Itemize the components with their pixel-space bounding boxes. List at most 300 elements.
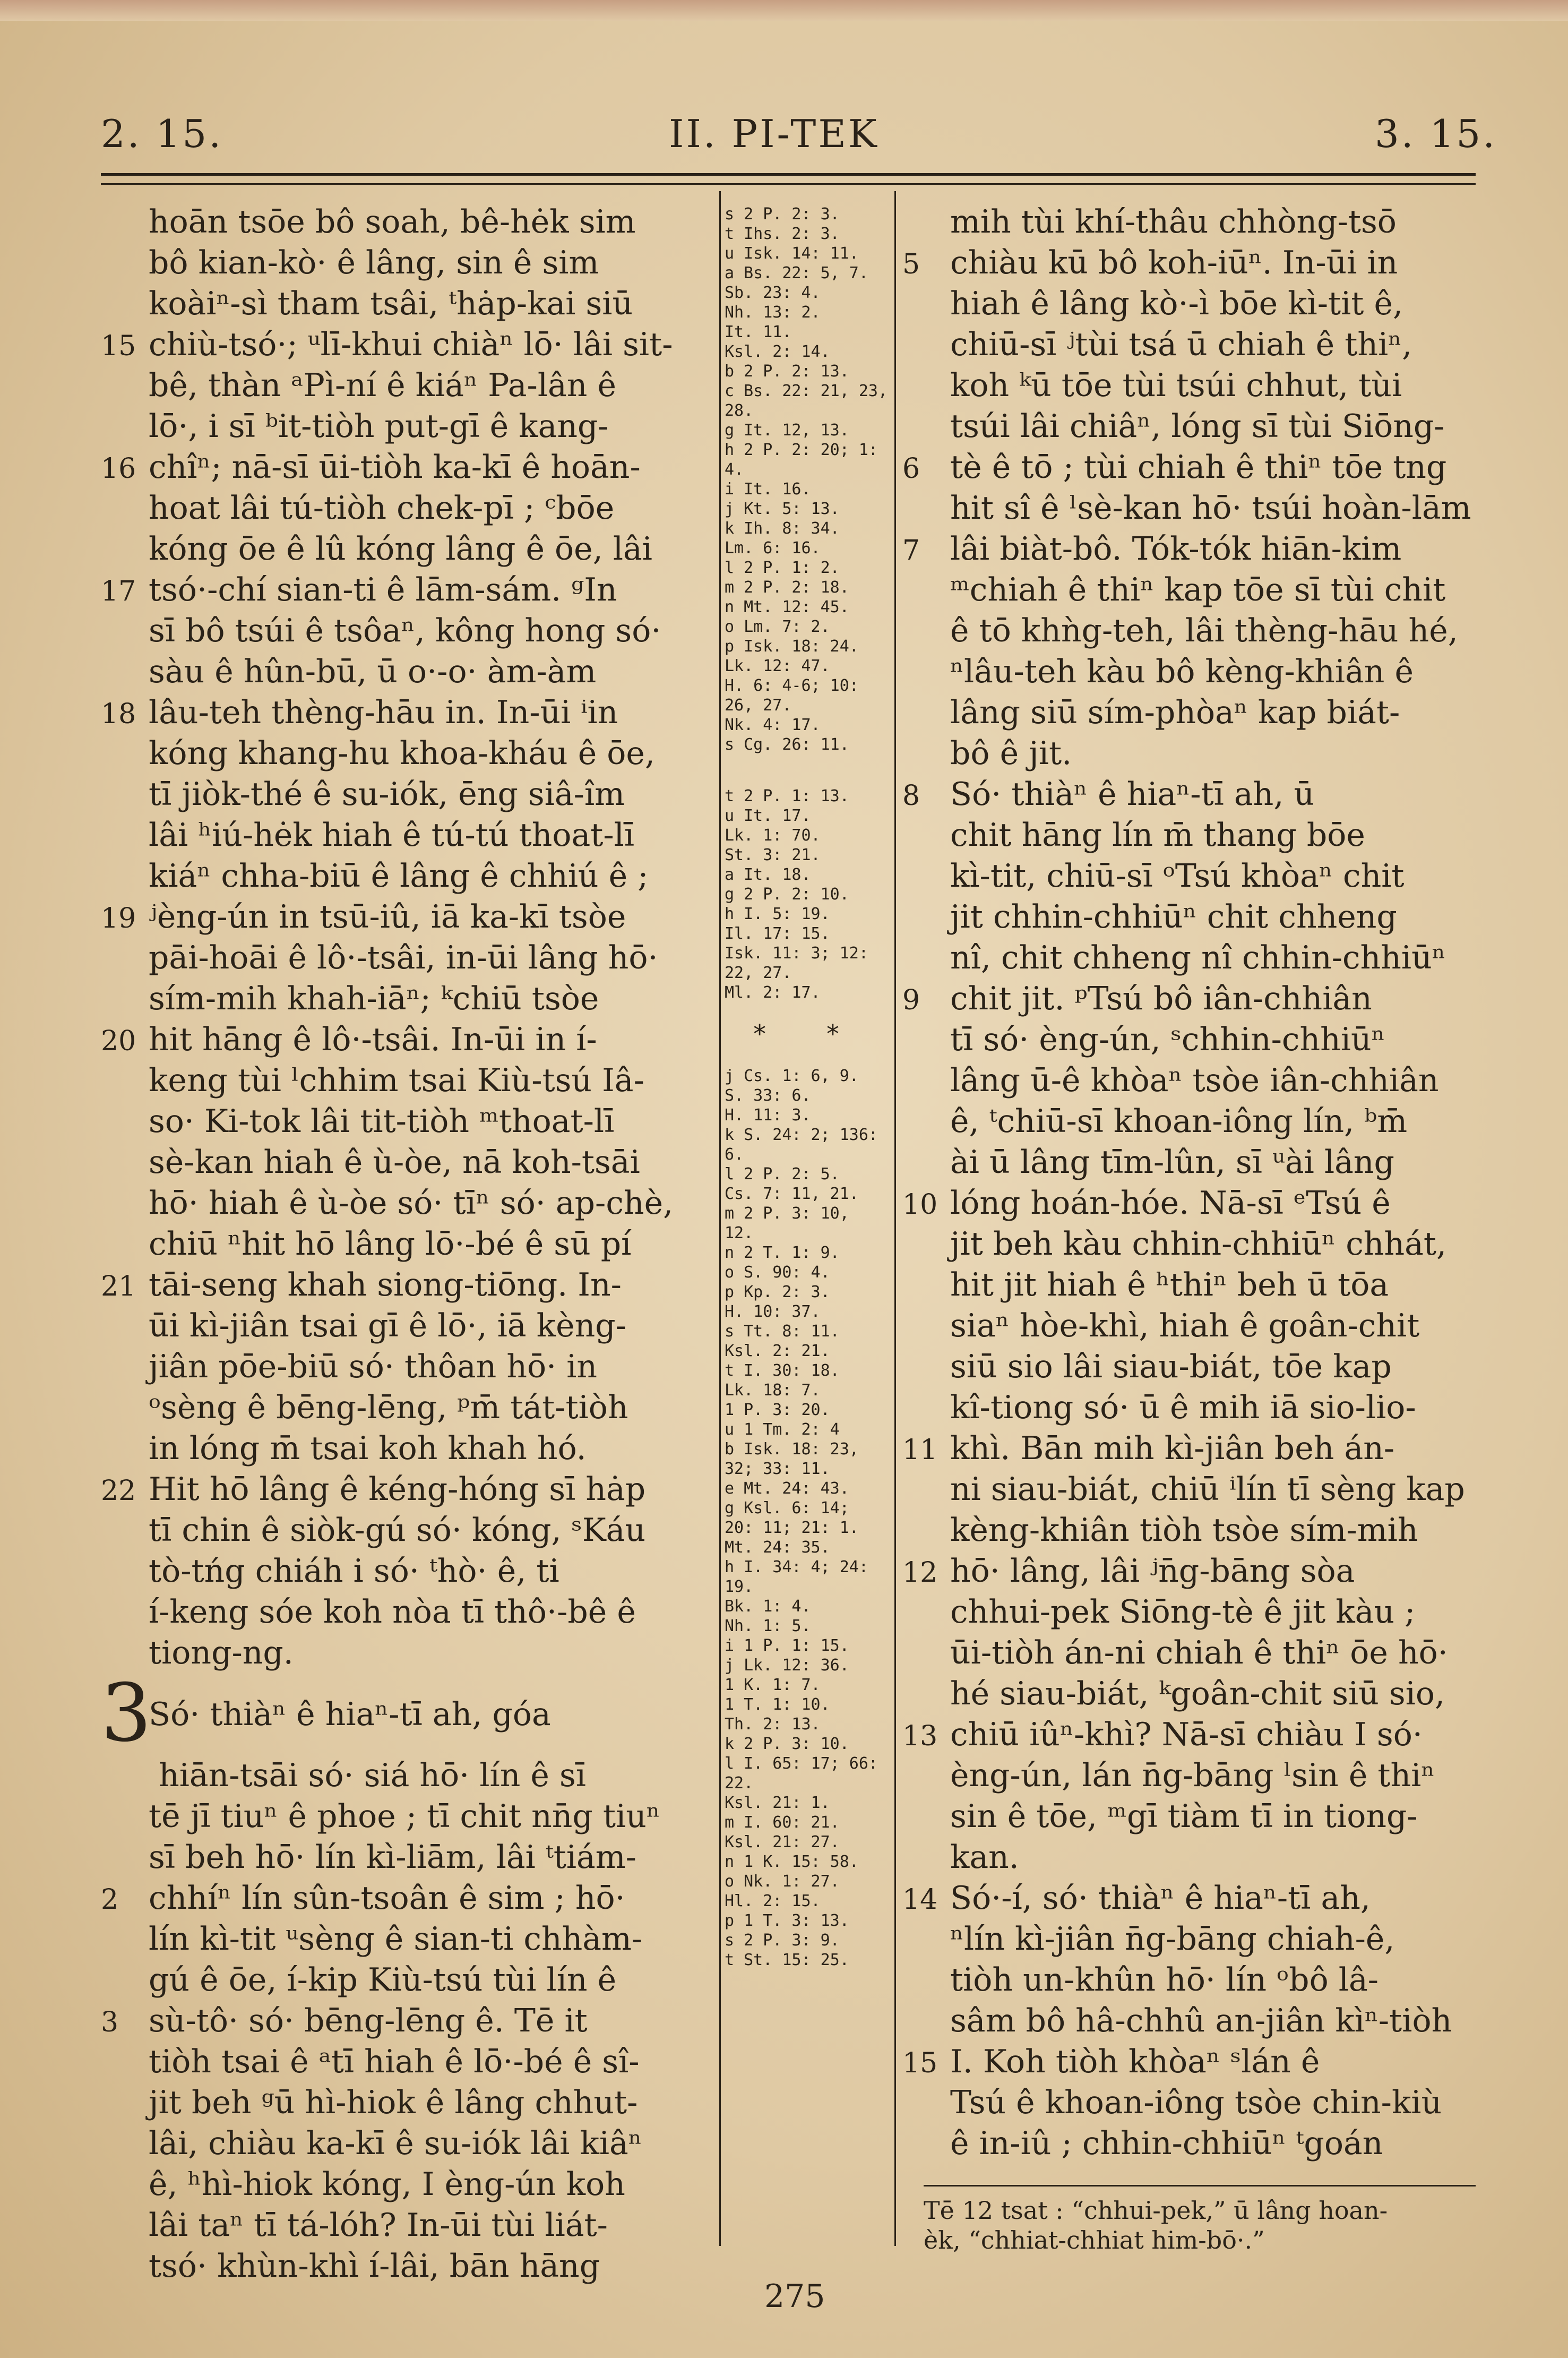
cross-reference: o S. 90: 4. [725, 1263, 830, 1282]
text-line [101, 1755, 711, 1796]
text-line [902, 1551, 1492, 1592]
cross-reference: Lm. 6: 16. [725, 539, 821, 558]
line-text: ài ū lâng tīm-lûn, sī ᵘài lâng [950, 1144, 1394, 1181]
line-text: hō· lâng, lâi ʲn̄g-bāng sòa [950, 1553, 1355, 1590]
line-text: chiū-sī ʲtùi tsá ū chiah ê thiⁿ, [950, 326, 1412, 363]
line-text: nî, chit chheng nî chhin-chhiūⁿ [950, 939, 1446, 976]
cross-reference: o Nk. 1: 27. [725, 1872, 840, 1891]
text-line [101, 324, 711, 365]
text-line [101, 1551, 711, 1592]
text-line [902, 1674, 1492, 1714]
reference-gap [725, 754, 889, 786]
text-line [902, 1510, 1492, 1551]
line-text: ê, ᵗchiū-sī khoan-iông lín, ᵇm̄ [950, 1103, 1408, 1140]
line-text: kan. [950, 1839, 1019, 1876]
text-line [101, 365, 711, 406]
text-line [101, 815, 711, 856]
cross-reference: Nh. 13: 2. [725, 303, 821, 322]
chapter-number: 3 [101, 1674, 152, 1755]
running-header [0, 106, 1568, 165]
cross-reference: n 1 K. 15: 58. [725, 1853, 859, 1871]
cross-reference: s Cg. 26: 11. [725, 735, 849, 754]
cross-reference: k 2 P. 3: 10. [725, 1735, 849, 1753]
text-line [902, 406, 1492, 447]
cross-reference: 22, 27. [725, 964, 792, 982]
cross-reference: j Lk. 12: 36. [725, 1656, 849, 1675]
line-text: chiàu kū bô koh-iūⁿ. In-ūi in [950, 244, 1398, 281]
text-line [101, 447, 711, 488]
line-text: hé siau-biát, ᵏgoân-chit siū sio, [950, 1675, 1445, 1712]
cross-reference: s 2 P. 3: 9. [725, 1931, 840, 1950]
line-text: hit sî ê ˡsè-kan hō· tsúi hoàn-lām [950, 490, 1471, 527]
text-line [902, 529, 1492, 570]
line-text: tī só· èng-ún, ˢchhin-chhiūⁿ [950, 1021, 1385, 1058]
cross-reference: h I. 34: 4; 24: [725, 1558, 868, 1576]
line-text: hit hāng ê lô·-tsâi. In-ūi in í- [149, 1021, 597, 1058]
line-text: Só· thiàⁿ ê hiaⁿ-tī ah, góa [149, 1696, 551, 1733]
line-text: ūi kì-jiân tsai gī ê lō·, iā kèng- [149, 1307, 626, 1344]
text-line [101, 488, 711, 529]
line-text: siaⁿ hòe-khì, hiah ê goân-chit [950, 1307, 1420, 1344]
cross-reference: k S. 24: 2; 136: [725, 1126, 878, 1144]
line-text: siū sio lâi siau-biát, tōe kap [950, 1348, 1392, 1385]
footnote-line: Tē 12 tsat : “chhui-pek,” ū lâng hoan- [924, 2196, 1388, 2225]
cross-reference: H. 11: 3. [725, 1106, 811, 1125]
text-line [902, 1183, 1492, 1224]
text-line [902, 856, 1492, 897]
line-text: pāi-hoāi ê lô·-tsâi, in-ūi lâng hō· [149, 939, 658, 976]
cross-reference: p Isk. 18: 24. [725, 637, 859, 656]
cross-reference: t 2 P. 1: 13. [725, 787, 849, 805]
cross-reference: j Kt. 5: 13. [725, 500, 840, 518]
line-text: èng-ún, lán n̄g-bāng ˡsin ê thiⁿ [950, 1757, 1435, 1794]
verse-number: 5 [902, 248, 920, 280]
line-text: koh ᵏū tōe tùi tsúi chhut, tùi [950, 367, 1402, 404]
text-line [902, 1714, 1492, 1755]
line-text: ê tō khǹg-teh, lâi thèng-hāu hé, [950, 612, 1458, 649]
text-line [902, 1755, 1492, 1796]
verse-number: 20 [101, 1025, 136, 1057]
header-rule-thin [101, 183, 1476, 185]
text-line [902, 774, 1492, 815]
line-text: hit jit hiah ê ʰthiⁿ beh ū tōa [950, 1266, 1389, 1304]
cross-reference: It. 11. [725, 323, 792, 341]
line-text: tiòh un-khûn hō· lín ᵒbô lâ- [950, 1961, 1379, 1999]
line-text: khì. Bān mih kì-jiân beh án- [950, 1430, 1395, 1467]
line-text: ūi-tiòh án-ni chiah ê thiⁿ ōe hō· [950, 1634, 1448, 1671]
text-line [902, 284, 1492, 324]
cross-reference: Cs. 7: 11, 21. [725, 1185, 859, 1203]
verse-number: 18 [101, 698, 136, 730]
line-text: ni siau-biát, chiū ⁱlín tī sèng kap [950, 1471, 1465, 1508]
line-text: sè-kan hiah ê ù-òe, nā koh-tsāi [149, 1144, 640, 1181]
cross-reference: n 2 T. 1: 9. [725, 1244, 840, 1262]
line-text: jiân pōe-biū só· thôan hō· in [149, 1348, 598, 1385]
text-line [101, 570, 711, 611]
line-text: lâu-teh thèng-hāu in. In-ūi ⁱin [149, 694, 618, 731]
cross-reference: g It. 12, 13. [725, 421, 849, 440]
cross-reference: t St. 15: 25. [725, 1951, 849, 1969]
header-left: 2. 15. [101, 112, 223, 156]
cross-reference: 28. [725, 401, 754, 420]
text-line [101, 1060, 711, 1101]
text-line [902, 447, 1492, 488]
text-line [101, 1101, 711, 1142]
text-line [101, 2082, 711, 2123]
line-text: chiù-tsó·; ᵘlī-khui chiàⁿ lō· lâi sit- [149, 326, 673, 363]
line-text: sī bô tsúi ê tsôaⁿ, kông hong só· [149, 612, 661, 649]
text-line [101, 1183, 711, 1224]
cross-reference: Ksl. 21: 27. [725, 1833, 840, 1851]
text-line [902, 1265, 1492, 1306]
cross-reference: s 2 P. 2: 3. [725, 205, 840, 224]
cross-reference: 1 P. 3: 20. [725, 1401, 830, 1419]
line-text: sàu ê hûn-bū, ū o·-o· àm-àm [149, 653, 597, 690]
text-line [902, 733, 1492, 774]
line-text: kèng-khiân tiòh tsòe sím-mih [950, 1512, 1418, 1549]
cross-reference: j Cs. 1: 6, 9. [725, 1067, 859, 1085]
line-text: sù-tô· só· bēng-lēng ê. Tē it [149, 2002, 588, 2039]
line-text: chit jit. ᵖTsú bô iân-chhiân [950, 980, 1372, 1017]
text-line [101, 1796, 711, 1837]
line-text: keng tùi ˡchhim tsai Kiù-tsú Iâ- [149, 1062, 644, 1099]
line-text: tī jiòk-thé ê su-iók, ēng siâ-îm [149, 776, 625, 813]
cross-reference: Nk. 4: 17. [725, 716, 821, 734]
text-line [902, 488, 1492, 529]
text-line [902, 1633, 1492, 1674]
line-text: lâi, chiàu ka-kī ê su-iók lâi kiâⁿ [149, 2125, 642, 2162]
text-line [902, 979, 1492, 1019]
cross-reference: Ml. 2: 17. [725, 983, 821, 1002]
cross-reference: Ksl. 2: 21. [725, 1342, 830, 1360]
cross-reference: k Ih. 8: 34. [725, 519, 840, 538]
text-line [101, 692, 711, 733]
text-line [902, 1306, 1492, 1347]
line-text: lâng siū sím-phòaⁿ kap biát- [950, 694, 1400, 731]
text-line [101, 1837, 711, 1878]
line-text: kî-tiong só· ū ê mih iā sio-lio- [950, 1389, 1416, 1426]
text-line [101, 2123, 711, 2164]
cross-reference: 32; 33: 11. [725, 1460, 830, 1478]
text-line [902, 2001, 1492, 2042]
cross-reference: p 1 T. 3: 13. [725, 1911, 849, 1930]
line-text: so· Ki-tok lâi tit-tiòh ᵐthoat-lī [149, 1103, 615, 1140]
cross-reference: Hl. 2: 15. [725, 1892, 821, 1910]
line-text: kóng ōe ê lû kóng lâng ê ōe, lâi [149, 530, 652, 568]
line-text: lóng hoán-hóe. Nā-sī ᵉTsú ê [950, 1185, 1391, 1222]
cross-reference: m 2 P. 2: 18. [725, 578, 849, 597]
header-title: II. PI-TEK [669, 112, 879, 156]
text-line [902, 1347, 1492, 1387]
text-line [902, 1796, 1492, 1837]
line-text: gú ê ōe, í-kip Kiù-tsú tùi lín ê [149, 1961, 617, 1999]
cross-reference: Nh. 1: 5. [725, 1617, 811, 1635]
text-line [902, 2042, 1492, 2082]
cross-reference: s Tt. 8: 11. [725, 1322, 840, 1341]
line-text: Só· thiàⁿ ê hiaⁿ-tī ah, ū [950, 776, 1315, 813]
text-line [902, 1060, 1492, 1101]
text-line [902, 1019, 1492, 1060]
text-line [101, 611, 711, 651]
line-text: kì-tit, chiū-sī ᵒTsú khòaⁿ chit [950, 858, 1405, 895]
text-line [101, 1019, 711, 1060]
verse-number: 8 [902, 780, 920, 812]
cross-reference: b Isk. 18: 23, [725, 1440, 859, 1459]
text-line [902, 1224, 1492, 1265]
cross-reference: i 1 P. 1: 15. [725, 1636, 849, 1655]
text-line [902, 815, 1492, 856]
verse-number: 7 [902, 535, 920, 567]
cross-reference: c Bs. 22: 21, 23, [725, 382, 888, 400]
footnote-line: èk, “chhiat-chhiat him-bō·.” [924, 2226, 1265, 2254]
text-line [902, 651, 1492, 692]
cross-reference: 4. [725, 460, 744, 479]
cross-reference: 20: 11; 21: 1. [725, 1519, 859, 1537]
text-line [902, 324, 1492, 365]
cross-reference: l 2 P. 2: 5. [725, 1165, 840, 1184]
text-line [101, 1592, 711, 1633]
cross-reference: 26, 27. [725, 696, 792, 715]
cross-reference: S. 33: 6. [725, 1086, 811, 1105]
cross-reference: t Ihs. 2: 3. [725, 225, 840, 243]
cross-reference: p Kp. 2: 3. [725, 1283, 830, 1301]
text-line [902, 365, 1492, 406]
text-line [902, 202, 1492, 243]
text-line [902, 1142, 1492, 1183]
cross-reference: 6. [725, 1145, 744, 1164]
line-text: I. Koh tiòh khòaⁿ ˢlán ê [950, 2043, 1320, 2080]
column-divider-left [719, 191, 721, 2246]
verse-number: 12 [902, 1557, 938, 1589]
line-text: kóng khang-hu khoa-kháu ê ōe, [149, 735, 655, 772]
text-line [902, 243, 1492, 284]
cross-reference: St. 3: 21. [725, 846, 821, 864]
cross-reference: n Mt. 12: 45. [725, 598, 849, 616]
text-line [101, 2164, 711, 2205]
line-text: Hit hō lâng ê kéng-hóng sī hȧp [149, 1471, 646, 1508]
line-text: sin ê tōe, ᵐgī tiàm tī in tiong- [950, 1798, 1418, 1835]
text-line [902, 938, 1492, 979]
line-text: sâm bô hâ-chhû an-jiân kìⁿ-tiòh [950, 2002, 1452, 2039]
verse-number: 6 [902, 453, 920, 485]
line-text: lâi biàt-bô. Tók-tók hiān-kim [950, 530, 1402, 568]
line-text: bô ê jit. [950, 735, 1072, 772]
cross-reference: Lk. 18: 7. [725, 1381, 821, 1400]
cross-reference: 1 K. 1: 7. [725, 1676, 821, 1694]
cross-reference: t I. 30: 18. [725, 1361, 840, 1380]
line-text: lō·, i sī ᵇit-tiòh put-gī ê kang- [149, 408, 609, 445]
text-line [902, 570, 1492, 611]
text-line [101, 1919, 711, 1960]
left-text-column [101, 202, 711, 2287]
text-line [101, 1142, 711, 1183]
cross-reference: 22. [725, 1774, 754, 1793]
cross-reference: Bk. 1: 4. [725, 1597, 811, 1616]
footnote [924, 2196, 1476, 2255]
cross-reference: a Bs. 22: 5, 7. [725, 264, 868, 282]
text-line [101, 1224, 711, 1265]
text-line [101, 284, 711, 324]
cross-reference: Sb. 23: 4. [725, 284, 821, 302]
line-text: ê, ʰhì-hiok kóng, I èng-ún koh [149, 2166, 625, 2203]
text-line [101, 1633, 711, 1674]
line-text: hiah ê lâng kò·-ì bōe kì-tit ê, [950, 285, 1403, 322]
cross-reference: Ksl. 2: 14. [725, 342, 830, 361]
line-text: mih tùi khí-thâu chhòng-tsō [950, 203, 1397, 241]
line-text: lâi taⁿ tī tá-lóh? In-ūi tùi liát- [149, 2207, 608, 2244]
cross-reference: Mt. 24: 35. [725, 1538, 830, 1557]
line-text: lâng ū-ê khòaⁿ tsòe iân-chhiân [950, 1062, 1439, 1099]
verse-number: 22 [101, 1475, 136, 1507]
column-divider-right [894, 191, 896, 2246]
right-text-column [902, 202, 1492, 2164]
text-line [101, 1878, 711, 1919]
line-text: kiáⁿ chha-biū ê lâng ê chhiú ê ; [149, 858, 649, 895]
cross-reference: m I. 60: 21. [725, 1813, 840, 1832]
header-right: 3. 15. [1375, 112, 1497, 156]
text-line [101, 1960, 711, 2001]
text-line [902, 692, 1492, 733]
line-text: Só·-í, só· thiàⁿ ê hiaⁿ-tī ah, [950, 1880, 1371, 1917]
text-line [101, 1306, 711, 1347]
cross-reference: Lk. 1: 70. [725, 826, 821, 845]
cross-reference: l 2 P. 1: 2. [725, 559, 840, 577]
text-line [101, 979, 711, 1019]
cross-reference: Lk. 12: 47. [725, 657, 830, 675]
text-line [101, 2246, 711, 2287]
line-text: ⁿlâu-teh kàu bô kèng-khiân ê [950, 653, 1414, 690]
text-line [101, 243, 711, 284]
page-number: 275 [764, 2278, 825, 2315]
section-stars: * * [752, 1019, 862, 1049]
cross-reference: Ksl. 21: 1. [725, 1794, 830, 1812]
footnote-rule [924, 2185, 1476, 2186]
text-line [101, 856, 711, 897]
cross-reference: u It. 17. [725, 807, 811, 825]
line-text: in lóng m̄ tsai koh khah hó. [149, 1430, 587, 1467]
text-line [101, 1674, 711, 1755]
text-line [902, 1469, 1492, 1510]
line-text: tiong-ng. [149, 1634, 294, 1671]
line-text: chit hāng lín m̄ thang bōe [950, 817, 1365, 854]
cross-reference: H. 6: 4-6; 10: [725, 676, 859, 695]
line-text: jit beh ᵍū hì-hiok ê lâng chhut- [149, 2084, 638, 2121]
line-text: tè ê tō ; tùi chiah ê thiⁿ tōe tng [950, 449, 1447, 486]
text-line [101, 938, 711, 979]
verse-number: 2 [101, 1884, 119, 1916]
text-line [902, 2123, 1492, 2164]
cross-reference: b 2 P. 2: 13. [725, 362, 849, 381]
cross-reference: m 2 P. 3: 10, [725, 1204, 849, 1223]
line-text: hoat lâi tú-tiòh chek-pī ; ᶜbōe [149, 490, 615, 527]
text-line [902, 1428, 1492, 1469]
text-line [101, 1469, 711, 1510]
line-text: tsó· khùn-khì í-lâi, bān hāng [149, 2248, 600, 2285]
line-text: hoān tsōe bô soah, bê-hėk sim [149, 203, 636, 241]
text-line [902, 1101, 1492, 1142]
cross-reference: e Mt. 24: 43. [725, 1479, 849, 1498]
line-text: ê in-iû ; chhin-chhiūⁿ ᵗgoán [950, 2125, 1383, 2162]
text-line [101, 1265, 711, 1306]
line-text: ᵐchiah ê thiⁿ kap tōe sī tùi chit [950, 571, 1446, 608]
cross-reference: u Isk. 14: 11. [725, 244, 859, 263]
line-text: sím-mih khah-iāⁿ; ᵏchiū tsòe [149, 980, 599, 1017]
line-text: bê, thàn ᵃPì-ní ê kiáⁿ Pa-lân ê [149, 367, 617, 404]
line-text: ʲèng-ún in tsū-iû, iā ka-kī tsòe [149, 898, 626, 936]
cross-reference: a It. 18. [725, 865, 811, 884]
cross-reference: Th. 2: 13. [725, 1715, 821, 1734]
line-text: í-keng sóe koh nòa tī thô·-bê ê [149, 1593, 636, 1631]
text-line [902, 1837, 1492, 1878]
cross-reference: g Ksl. 6: 14; [725, 1499, 849, 1517]
line-text: jit chhin-chhiūⁿ chit chheng [950, 898, 1397, 936]
text-line [101, 774, 711, 815]
verse-number: 15 [902, 2047, 938, 2079]
text-line [902, 1878, 1492, 1919]
cross-reference: 19. [725, 1577, 754, 1596]
line-text: lâi ʰiú-hėk hiah ê tú-tú thoat-lī [149, 817, 635, 854]
line-text: chiū iûⁿ-khì? Nā-sī chiàu I só· [950, 1716, 1423, 1753]
line-text: tò-tńg chiáh i só· ᵗhò· ê, ti [149, 1553, 559, 1590]
text-line [101, 406, 711, 447]
text-line [101, 2001, 711, 2042]
cross-reference: 1 T. 1: 10. [725, 1695, 830, 1714]
line-text: hiān-tsāi só· siá hō· lín ê sī [149, 1757, 586, 1794]
text-line [101, 202, 711, 243]
verse-number: 3 [101, 2007, 119, 2038]
line-text: koàiⁿ-sì tham tsâi, ᵗhȧp-kai siū [149, 285, 633, 322]
text-line [101, 2205, 711, 2246]
verse-number: 9 [902, 984, 920, 1016]
line-text: lín kì-tit ᵘsèng ê sian-ti chhàm- [149, 1920, 643, 1958]
cross-references-column [725, 204, 889, 1970]
line-text: chiū ⁿhit hō lâng lō·-bé ê sū pí [149, 1225, 632, 1263]
text-line [101, 897, 711, 938]
cross-reference: l I. 65: 17; 66: [725, 1754, 878, 1773]
line-text: tī chin ê siòk-gú só· kóng, ˢKáu [149, 1512, 646, 1549]
line-text: chhíⁿ lín sûn-tsoân ê sim ; hō· [149, 1880, 625, 1917]
verse-number: 21 [101, 1271, 136, 1302]
cross-reference: h 2 P. 2: 20; 1: [725, 441, 878, 459]
cross-reference: H. 10: 37. [725, 1302, 821, 1321]
cross-reference: Il. 17: 15. [725, 924, 830, 943]
verse-number: 10 [902, 1189, 938, 1221]
line-text: chîⁿ; nā-sī ūi-tiòh ka-kī ê hoān- [149, 449, 641, 486]
text-line [902, 897, 1492, 938]
line-text: jit beh kàu chhin-chhiūⁿ chhát, [950, 1225, 1447, 1263]
text-line [101, 529, 711, 570]
verse-number: 14 [902, 1884, 938, 1916]
cross-reference: Isk. 11: 3; 12: [725, 944, 868, 963]
text-line [902, 611, 1492, 651]
verse-number: 16 [101, 453, 136, 485]
line-text: tsúi lâi chiâⁿ, lóng sī tùi Siōng- [950, 408, 1445, 445]
cross-reference: o Lm. 7: 2. [725, 618, 830, 636]
line-text: ⁿlín kì-jiân n̄g-bāng chiah-ê, [950, 1920, 1395, 1958]
cross-reference: h I. 5: 19. [725, 905, 830, 923]
verse-number: 15 [101, 330, 136, 362]
text-line [902, 1592, 1492, 1633]
verse-number: 13 [902, 1720, 938, 1752]
text-line [101, 1428, 711, 1469]
line-text: tāi-seng khah siong-tiōng. In- [149, 1266, 622, 1304]
verse-number: 19 [101, 903, 136, 934]
text-line [101, 733, 711, 774]
page-edge [0, 0, 1568, 21]
header-rule [101, 173, 1476, 176]
text-line [902, 2082, 1492, 2123]
verse-number: 11 [902, 1434, 938, 1466]
